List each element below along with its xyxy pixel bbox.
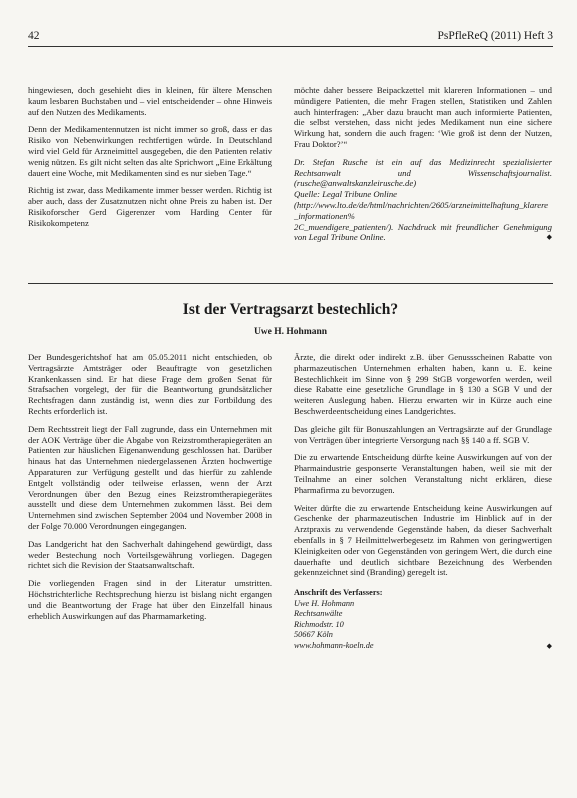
paragraph: Dem Rechtsstreit liegt der Fall zugrunde, dass ein Unternehmen mit der AOK Verträge über die Abgabe von Reizstromtherapiegeräten an Patienten zur häuslichen Eigenanwendung geschlossen hat. Darüber hinaus hat das Unternehmen niedergelassenen Ärzten hochwertige Apparaturen zur Verfügung gestellt und das hierfür zu zahlende Entgelt vollständig oder teilweise erlassen, wenn der Arzt Verordnungen über den Bezug eines Reizstromtherapiegerätes ausstellt und diese dem Unternehmen zukommen lässt. Bei dem Unternehmen sind zwischen September 2004 und November 2008 in der Folge 70.000 Verordnungen eingegangen.	[28, 423, 272, 531]
page-header	[28, 30, 553, 44]
end-mark-icon: ◆	[546, 233, 552, 242]
article-title: Ist der Vertragsarzt bestechlich?	[182, 301, 399, 318]
address-line: Richmodstr. 10	[294, 619, 344, 629]
bottom-right-column	[294, 352, 552, 651]
top-left-column	[28, 85, 272, 236]
paragraph: Richtig ist zwar, dass Medikamente immer besser werden. Richtig ist aber auch, dass der Zusatznutzen nicht ohne Preis zu haben ist. Der Risikoforscher Gerd Gigerenzer vom Harding Center für Risikokompetenz	[28, 185, 272, 228]
address-line: Rechtsanwälte	[294, 609, 343, 619]
paragraph: möchte daher bessere Beipackzettel mit klareren Informationen – und mündigere Patienten, die mehr Fragen stellen, Statistiken und Zahlen auch hinterfragen: „Aber dazu braucht man auch informierte Patienten, die selbst verstehen, dass nicht jedes Medikament nun eine sichere Wirkung hat, sondern die auch fragen: ‘Wie groß ist denn der Nutzen, Frau Doktor?’“	[294, 85, 552, 149]
source-url: (http://www.lto.de/de/html/nachrichten/2605/arzneimittelhaftung_klarere_informationen%	[294, 199, 548, 221]
header-rule	[28, 46, 553, 47]
address-line: Uwe H. Hohmann	[294, 598, 355, 608]
paragraph: Der Bundesgerichtshof hat am 05.05.2011 nicht entschieden, ob Vertragsärzte Amtsträger oder Beauftragte von gesetzlichen Krankenkassen sind. Er hat diese Frage dem großen Senat für Strafsachen vorgelegt, der für die Beantwortung grundsätzlicher Rechtsfragen dann zuständig ist, wenn dies zur Fortbildung des Rechts erforderlich ist.	[28, 352, 272, 416]
paragraph: hingewiesen, doch gesehieht dies in kleinen, für ältere Menschen kaum lesbaren Buchstaben und – viel entscheidender – ohne Hinweis auf den Nutzen des Medikaments.	[28, 85, 272, 117]
reprint-note: 2C_muendigere_patienten/). Nachdruck mit freundlicher Genehmigung von Legal Tribune Online. ◆	[294, 221, 552, 243]
author-note: Dr. Stefan Rusche ist ein auf das Medizinrecht spezialisierter Rechtsanwalt und Wissenschaftsjournalist. (rusche@anwaltskanzleirusche.de)	[294, 156, 552, 189]
page-number: 42	[28, 30, 40, 42]
source-label: Quelle: Legal Tribune Online	[294, 189, 398, 200]
bottom-left-column	[28, 352, 272, 628]
address-website: www.hohmann-koeln.de ◆	[294, 640, 552, 650]
paragraph: Die zu erwartende Entscheidung dürfte keine Auswirkungen auf von der Pharmaindustrie gesponserte Veranstaltungen haben, weil sie mit der Teilnahme an einer solchen Veranstaltung nicht erklären, diese Pharmafirma zu bevorzugen.	[294, 452, 552, 495]
journal-reference: PsPfleReQ (2011) Heft 3	[437, 30, 553, 42]
paragraph: Die vorliegenden Fragen sind in der Literatur umstritten. Höchstrichterliche Rechtsprechung hierzu ist bislang nicht ergangen und die Beantwortung der Frage hat über den Einzelfall hinaus erheblich Auswirkungen auf das Pharmamarketing.	[28, 578, 272, 621]
end-mark-icon: ◆	[546, 641, 552, 650]
paragraph: Weiter dürfte die zu erwartende Entscheidung keine Auswirkungen auf Geschenke der pharmazeutischen Industrie im Hinblick auf in der Arztpraxis zu verwendende Gegenstände haben, da dieser Sachverhalt ebenfalls in § 7 Heilmittelwerbegesetz im Rahmen von geringwertigen Kleinigkeiten oder von Gegenständen von geringem Wert, die durch eine dauerhafte und deutlich sichtbare Bezeichnung des Werbenden gekennzeichnet sind (Branding) geregelt ist.	[294, 502, 552, 578]
paragraph: Das gleiche gilt für Bonuszahlungen an Vertragsärzte auf der Grundlage von Verträgen über integrierte Versorgung nach §§ 140 a ff. SGB V.	[294, 423, 552, 445]
top-right-column	[294, 85, 552, 243]
paragraph: Das Landgericht hat den Sachverhalt dahingehend gewürdigt, dass weder Bestechung noch Vorteilsgewährung vorliegen. Dagegen richtet sich die Revision der Staatsanwaltschaft.	[28, 538, 272, 571]
paragraph: Denn der Medikamentennutzen ist nicht immer so groß, dass er das Risiko von Nebenwirkungen rechtfertigen würde. In Deutschland wird viel Geld für Arzneimittel ausgegeben, die den Patienten relativ wenig nützen. Es gilt nicht selten das alte Sprichwort „Eine Erkältung dauert eine Woche, mit Medikamenten sind es nur sieben Tage.“	[28, 124, 272, 178]
address-line: 50667 Köln	[294, 630, 333, 640]
section-rule	[28, 283, 553, 284]
address-heading: Anschrift des Verfassers:	[294, 588, 383, 598]
article-author: Uwe H. Hohmann	[253, 327, 328, 337]
paragraph: Ärzte, die direkt oder indirekt z.B. über Genussscheinen Rabatte von pharmazeutischen Unternehmen erhalten haben, kann u. E. keine Bestechlichkeit im Sinne von § 299 StGB vorgeworfen werden, weil diese Rabatte eine gesetzliche Grundlage in § 130 a SGB V und der weiteren Auslegung haben. Hierzu erwarten wir in Kürze auch eine Beschwerdeentscheidung eines Landgerichtes.	[294, 352, 552, 416]
